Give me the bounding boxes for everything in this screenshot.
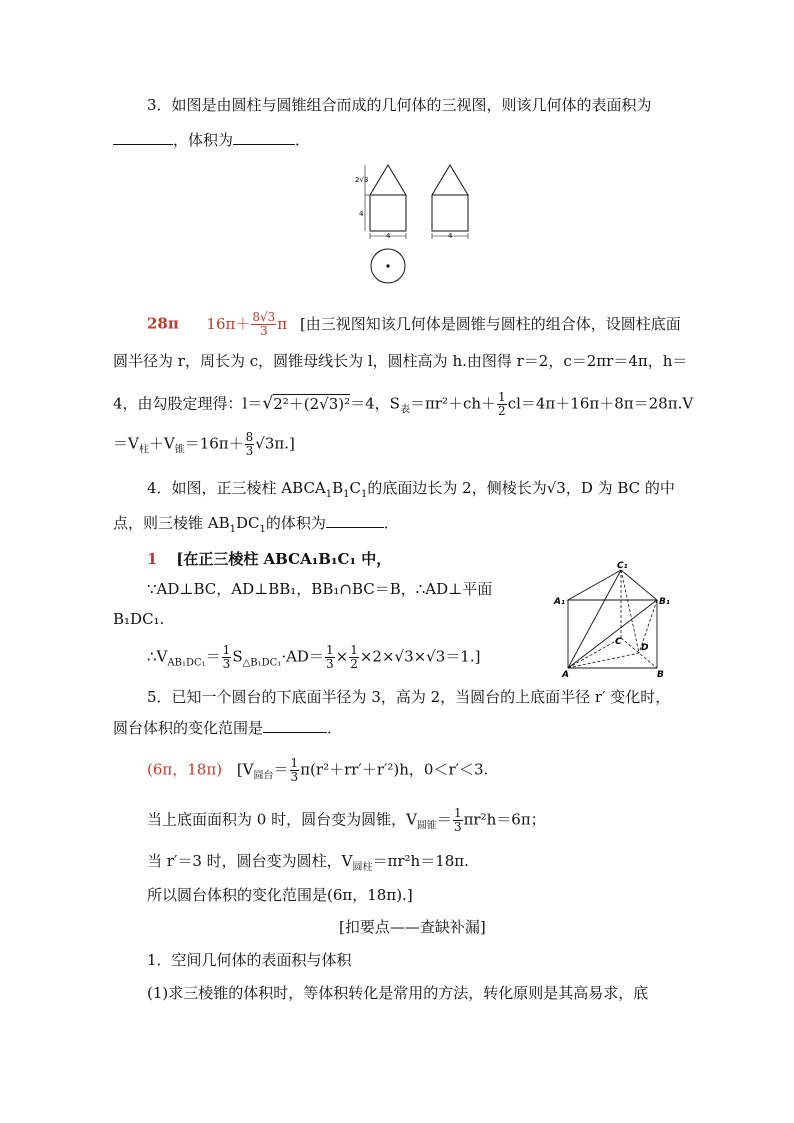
q3-solution-line3: 4，由勾股定理得：l＝√2²＋(2√3)²＝4，$S_表=\pi r^2+ch+$ $\frac{1}{2}$ cl＝4π＋16π＋8π＝28π.V (113, 390, 694, 418)
fig-width-side-label: 4 (448, 232, 453, 240)
q5-text-line1: 5．已知一个圆台的下底面半径为 3，高为 2，当圆台的上底面半径 r′ 变化时， (147, 688, 671, 706)
q4-solution-line4: $\therefore V_{AB_1DC_1}=$ $\frac{1}{3}$ $S_{\triangle B_1DC_1}\cdot AD=$ $\frac{1}{3}$ × $\frac{1}{2}$ ×2×√3×√3＝1.] (147, 643, 481, 671)
q3-text-line2 (113, 130, 310, 150)
q3-solution-line2: 圆半径为 r，周长为 c，圆锥母线长为 l，圆柱高为 h.由图得 r＝2，c＝2πr＝4π，h＝ (113, 352, 688, 370)
fig-cone-height-label: 2√3 (355, 176, 369, 184)
front-view (365, 165, 406, 239)
label-C: C (615, 637, 622, 647)
label-B1: B₁ (659, 597, 670, 607)
top-view-center-dot (386, 264, 389, 267)
point1-heading: 1．空间几何体的表面积与体积 (147, 951, 352, 969)
label-C1: C₁ (617, 561, 628, 571)
point1-item1: (1)求三棱锥的体积时，等体积转化是常用的方法，转化原则是其高易求，底 (147, 984, 649, 1002)
label-D: D (641, 643, 649, 653)
q4-answer-line (147, 549, 391, 569)
q3-answer-volume: 16π＋ $\frac{8√3}{3}$ π (206, 310, 288, 338)
answer-blank (263, 718, 327, 733)
answer-blank (113, 130, 173, 145)
q4-answer: 1 (147, 550, 158, 568)
section-title: [扣要点——查缺补漏] (339, 918, 486, 936)
label-A: A (562, 670, 569, 678)
q3-answer-surface: 28π (147, 314, 179, 333)
q3-volume-label: ，体积为 (173, 131, 234, 149)
label-A1: A₁ (554, 597, 565, 607)
three-view-figure (355, 160, 475, 285)
answer-blank (233, 130, 295, 145)
q5-text-line2: 圆台体积的变化范围是 ． (113, 719, 343, 737)
q4-text-line2: 点，则三棱锥 $AB_1DC_1$的体积为 ． (113, 514, 399, 535)
q5-answer: (6π，18π) (147, 760, 223, 779)
q5-solution-line4: 所以圆台体积的变化范围是(6π，18π).] (147, 886, 413, 904)
q3-period: ． (295, 131, 311, 149)
q3-solution-line4: $=V_柱+V_锥=16\pi+$ $\frac{8}{3}$ √3π.] (113, 430, 295, 458)
label-B: B (657, 670, 664, 678)
q5-solution-line3: 当 r′＝3 时，圆台变为圆柱，$V_{圆柱}=\pi r^2h=18\pi$. (147, 852, 469, 873)
q4-solution-line2: ∵AD⊥BC，AD⊥BB₁，BB₁∩BC＝B，∴AD⊥平面 (147, 580, 493, 598)
fig-cyl-height-label: 4 (359, 210, 364, 218)
q5-answer-line: (6π，18π) [$V_{圆台}=$ $\frac{1}{3}$ π(r²＋rr′＋r′²)h，0＜r′＜3. (147, 756, 489, 784)
side-view (432, 165, 468, 239)
q3-answer-line (147, 311, 681, 338)
q4-solution-line1: [在正三棱柱 ABCA₁B₁C₁ 中， (176, 550, 392, 568)
q4-text-line1: 4．如图，正三棱柱 $ABCA_1B_1C_1$的底面边长为 2，侧棱长为√3，D 为 BC 的中 (147, 479, 675, 500)
answer-blank (326, 513, 384, 528)
q3-solution-line1: [由三视图知该几何体是圆锥与圆柱的组合体，设圆柱底面 (299, 314, 681, 333)
q3-text-line1: 3．如图是由圆柱与圆锥组合而成的几何体的三视图，则该几何体的表面积为 (147, 96, 652, 114)
prism-figure (553, 560, 683, 678)
fig-width-front-label: 4 (386, 232, 391, 240)
q4-solution-line3: B₁DC₁. (113, 610, 165, 628)
q5-solution-line2: 当上底面面积为 0 时，圆台变为圆锥，$V_{圆锥}=$ $\frac{1}{3}$ πr²h＝6π； (147, 806, 546, 834)
